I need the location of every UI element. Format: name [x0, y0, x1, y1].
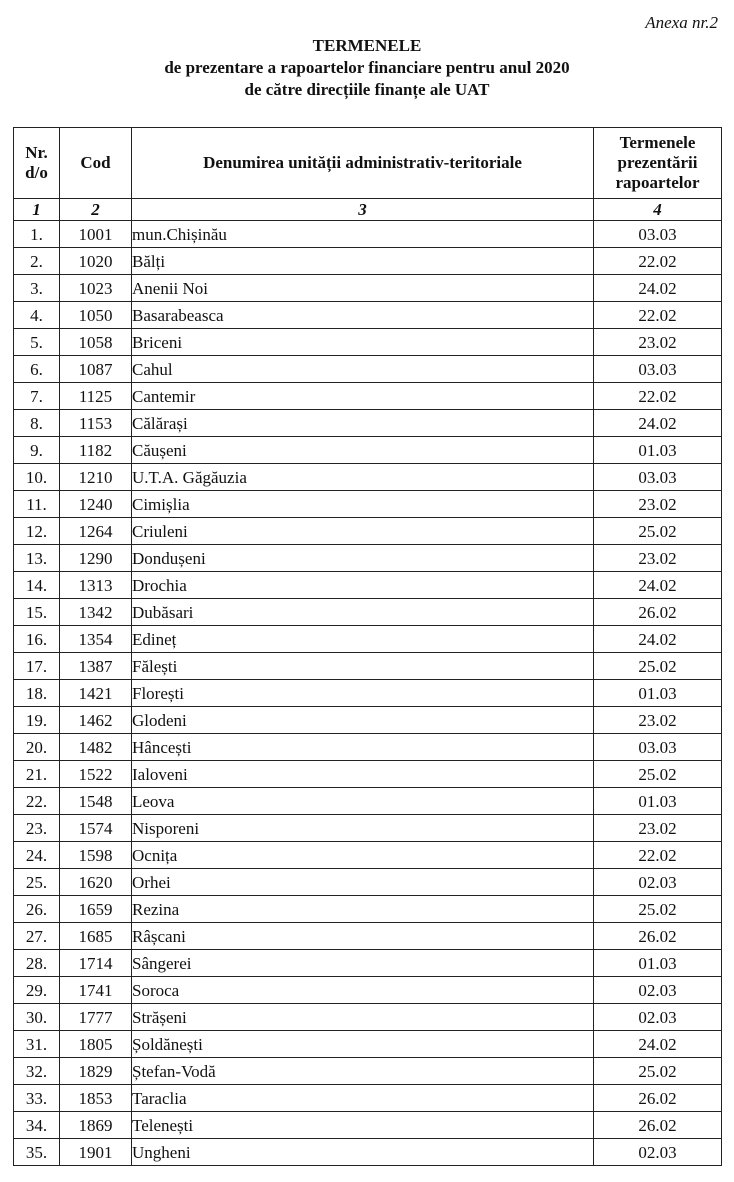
- row-code: 1342: [60, 599, 132, 626]
- row-deadline: 02.03: [594, 1139, 722, 1166]
- row-unit-name: Nisporeni: [132, 815, 594, 842]
- row-code: 1777: [60, 1004, 132, 1031]
- column-number-row: [14, 199, 722, 221]
- row-unit-name: Soroca: [132, 977, 594, 1004]
- table-row: [14, 383, 722, 410]
- row-number: 21.: [14, 761, 60, 788]
- row-number: 20.: [14, 734, 60, 761]
- header-deadline-line1: Termenele: [619, 133, 696, 152]
- row-deadline: 26.02: [594, 923, 722, 950]
- row-unit-name: Leova: [132, 788, 594, 815]
- row-number: 24.: [14, 842, 60, 869]
- table-row: [14, 1004, 722, 1031]
- column-number: 3: [132, 199, 594, 221]
- row-deadline: 24.02: [594, 410, 722, 437]
- row-deadline: 01.03: [594, 788, 722, 815]
- row-code: 1522: [60, 761, 132, 788]
- title-line-3: de către direcțiile finanțe ale UAT: [244, 80, 490, 99]
- row-unit-name: Hâncești: [132, 734, 594, 761]
- row-unit-name: Anenii Noi: [132, 275, 594, 302]
- table-row: [14, 1058, 722, 1085]
- row-deadline: 02.03: [594, 869, 722, 896]
- row-unit-name: Orhei: [132, 869, 594, 896]
- header-deadline-line3: rapoartelor: [615, 173, 700, 192]
- row-number: 31.: [14, 1031, 60, 1058]
- row-code: 1741: [60, 977, 132, 1004]
- row-unit-name: Cimișlia: [132, 491, 594, 518]
- row-deadline: 23.02: [594, 491, 722, 518]
- row-code: 1087: [60, 356, 132, 383]
- row-code: 1240: [60, 491, 132, 518]
- table-row: [14, 653, 722, 680]
- row-number: 9.: [14, 437, 60, 464]
- column-number: 1: [14, 199, 60, 221]
- row-unit-name: Dondușeni: [132, 545, 594, 572]
- row-unit-name: U.T.A. Găgăuzia: [132, 464, 594, 491]
- row-unit-name: Dubăsari: [132, 599, 594, 626]
- table-row: [14, 275, 722, 302]
- row-number: 32.: [14, 1058, 60, 1085]
- table-row: [14, 518, 722, 545]
- row-unit-name: Ștefan-Vodă: [132, 1058, 594, 1085]
- row-unit-name: Telenești: [132, 1112, 594, 1139]
- row-deadline: 22.02: [594, 842, 722, 869]
- row-code: 1714: [60, 950, 132, 977]
- table-row: [14, 1139, 722, 1166]
- row-code: 1001: [60, 221, 132, 248]
- row-number: 7.: [14, 383, 60, 410]
- column-number: 2: [60, 199, 132, 221]
- row-code: 1153: [60, 410, 132, 437]
- table-row: [14, 599, 722, 626]
- row-unit-name: Râșcani: [132, 923, 594, 950]
- row-number: 28.: [14, 950, 60, 977]
- row-number: 27.: [14, 923, 60, 950]
- table-row: [14, 1031, 722, 1058]
- row-code: 1901: [60, 1139, 132, 1166]
- row-unit-name: Edineț: [132, 626, 594, 653]
- table-row: [14, 1112, 722, 1139]
- annex-label: Anexa nr.2: [645, 13, 718, 32]
- row-number: 22.: [14, 788, 60, 815]
- row-unit-name: Sângerei: [132, 950, 594, 977]
- row-deadline: 26.02: [594, 1112, 722, 1139]
- row-unit-name: Florești: [132, 680, 594, 707]
- header-nr-line1: Nr.: [25, 143, 48, 162]
- table-row: [14, 626, 722, 653]
- row-code: 1050: [60, 302, 132, 329]
- table-row: [14, 572, 722, 599]
- title-line-1: TERMENELE: [312, 36, 422, 55]
- row-deadline: 02.03: [594, 1004, 722, 1031]
- row-number: 17.: [14, 653, 60, 680]
- row-unit-name: Taraclia: [132, 1085, 594, 1112]
- row-number: 12.: [14, 518, 60, 545]
- row-unit-name: Briceni: [132, 329, 594, 356]
- row-code: 1805: [60, 1031, 132, 1058]
- row-code: 1020: [60, 248, 132, 275]
- row-code: 1264: [60, 518, 132, 545]
- row-code: 1685: [60, 923, 132, 950]
- row-deadline: 01.03: [594, 680, 722, 707]
- row-code: 1182: [60, 437, 132, 464]
- table-row: [14, 410, 722, 437]
- row-deadline: 03.03: [594, 356, 722, 383]
- row-deadline: 01.03: [594, 437, 722, 464]
- row-deadline: 26.02: [594, 599, 722, 626]
- row-number: 10.: [14, 464, 60, 491]
- row-number: 8.: [14, 410, 60, 437]
- row-deadline: 02.03: [594, 977, 722, 1004]
- table-row: [14, 707, 722, 734]
- table-row: [14, 356, 722, 383]
- row-unit-name: mun.Chișinău: [132, 221, 594, 248]
- table-row: [14, 248, 722, 275]
- row-code: 1829: [60, 1058, 132, 1085]
- row-code: 1354: [60, 626, 132, 653]
- table-row: [14, 680, 722, 707]
- row-deadline: 23.02: [594, 545, 722, 572]
- row-number: 6.: [14, 356, 60, 383]
- table-row: [14, 842, 722, 869]
- table-row: [14, 545, 722, 572]
- row-number: 3.: [14, 275, 60, 302]
- row-number: 5.: [14, 329, 60, 356]
- row-unit-name: Basarabeasca: [132, 302, 594, 329]
- row-deadline: 25.02: [594, 1058, 722, 1085]
- row-code: 1058: [60, 329, 132, 356]
- title-line-2: de prezentare a rapoartelor financiare pentru anul 2020: [164, 58, 570, 77]
- row-deadline: 24.02: [594, 1031, 722, 1058]
- row-deadline: 25.02: [594, 518, 722, 545]
- table-row: [14, 923, 722, 950]
- row-code: 1853: [60, 1085, 132, 1112]
- table-row: [14, 302, 722, 329]
- row-code: 1290: [60, 545, 132, 572]
- table-row: [14, 788, 722, 815]
- row-unit-name: Cantemir: [132, 383, 594, 410]
- table-row: [14, 869, 722, 896]
- row-number: 2.: [14, 248, 60, 275]
- table-row: [14, 491, 722, 518]
- row-unit-name: Ungheni: [132, 1139, 594, 1166]
- row-deadline: 03.03: [594, 221, 722, 248]
- deadlines-table: [13, 127, 722, 1166]
- row-deadline: 23.02: [594, 815, 722, 842]
- row-deadline: 03.03: [594, 734, 722, 761]
- row-number: 30.: [14, 1004, 60, 1031]
- row-number: 14.: [14, 572, 60, 599]
- table-row: [14, 734, 722, 761]
- row-deadline: 25.02: [594, 896, 722, 923]
- row-code: 1659: [60, 896, 132, 923]
- row-deadline: 22.02: [594, 248, 722, 275]
- row-deadline: 24.02: [594, 275, 722, 302]
- row-number: 23.: [14, 815, 60, 842]
- header-code: Cod: [60, 128, 132, 199]
- row-deadline: 25.02: [594, 653, 722, 680]
- row-number: 35.: [14, 1139, 60, 1166]
- header-nr-line2: d/o: [25, 163, 48, 182]
- row-unit-name: Rezina: [132, 896, 594, 923]
- row-unit-name: Criuleni: [132, 518, 594, 545]
- row-code: 1869: [60, 1112, 132, 1139]
- row-code: 1620: [60, 869, 132, 896]
- table-row: [14, 950, 722, 977]
- row-number: 11.: [14, 491, 60, 518]
- row-code: 1387: [60, 653, 132, 680]
- row-unit-name: Ocnița: [132, 842, 594, 869]
- row-deadline: 24.02: [594, 572, 722, 599]
- row-unit-name: Fălești: [132, 653, 594, 680]
- row-deadline: 01.03: [594, 950, 722, 977]
- row-code: 1210: [60, 464, 132, 491]
- row-deadline: 22.02: [594, 383, 722, 410]
- row-number: 26.: [14, 896, 60, 923]
- row-code: 1023: [60, 275, 132, 302]
- row-code: 1598: [60, 842, 132, 869]
- row-unit-name: Căușeni: [132, 437, 594, 464]
- row-deadline: 25.02: [594, 761, 722, 788]
- table-row: [14, 896, 722, 923]
- header-nr: [14, 128, 60, 199]
- row-deadline: 23.02: [594, 329, 722, 356]
- row-code: 1548: [60, 788, 132, 815]
- row-deadline: 22.02: [594, 302, 722, 329]
- table-body: [14, 221, 722, 1166]
- row-number: 4.: [14, 302, 60, 329]
- row-unit-name: Drochia: [132, 572, 594, 599]
- table-row: [14, 437, 722, 464]
- row-deadline: 24.02: [594, 626, 722, 653]
- table-row: [14, 815, 722, 842]
- row-unit-name: Cahul: [132, 356, 594, 383]
- row-unit-name: Șoldănești: [132, 1031, 594, 1058]
- row-number: 16.: [14, 626, 60, 653]
- header-deadline: [594, 128, 722, 199]
- row-code: 1125: [60, 383, 132, 410]
- row-unit-name: Călărași: [132, 410, 594, 437]
- row-deadline: 26.02: [594, 1085, 722, 1112]
- row-deadline: 23.02: [594, 707, 722, 734]
- row-unit-name: Bălți: [132, 248, 594, 275]
- row-number: 19.: [14, 707, 60, 734]
- row-code: 1313: [60, 572, 132, 599]
- row-number: 29.: [14, 977, 60, 1004]
- row-number: 34.: [14, 1112, 60, 1139]
- row-deadline: 03.03: [594, 464, 722, 491]
- row-number: 33.: [14, 1085, 60, 1112]
- header-name: Denumirea unității administrativ-teritoriale: [132, 128, 594, 199]
- row-number: 13.: [14, 545, 60, 572]
- table-row: [14, 761, 722, 788]
- row-number: 1.: [14, 221, 60, 248]
- table-row: [14, 1085, 722, 1112]
- table-row: [14, 221, 722, 248]
- row-code: 1421: [60, 680, 132, 707]
- row-unit-name: Ialoveni: [132, 761, 594, 788]
- row-unit-name: Glodeni: [132, 707, 594, 734]
- row-number: 18.: [14, 680, 60, 707]
- table-row: [14, 977, 722, 1004]
- row-code: 1482: [60, 734, 132, 761]
- row-code: 1462: [60, 707, 132, 734]
- row-code: 1574: [60, 815, 132, 842]
- table-row: [14, 464, 722, 491]
- table-row: [14, 329, 722, 356]
- row-number: 25.: [14, 869, 60, 896]
- row-number: 15.: [14, 599, 60, 626]
- table-header-row: [14, 128, 722, 199]
- header-deadline-line2: prezentării: [617, 153, 698, 172]
- row-unit-name: Strășeni: [132, 1004, 594, 1031]
- column-number: 4: [594, 199, 722, 221]
- document-title: [0, 35, 734, 101]
